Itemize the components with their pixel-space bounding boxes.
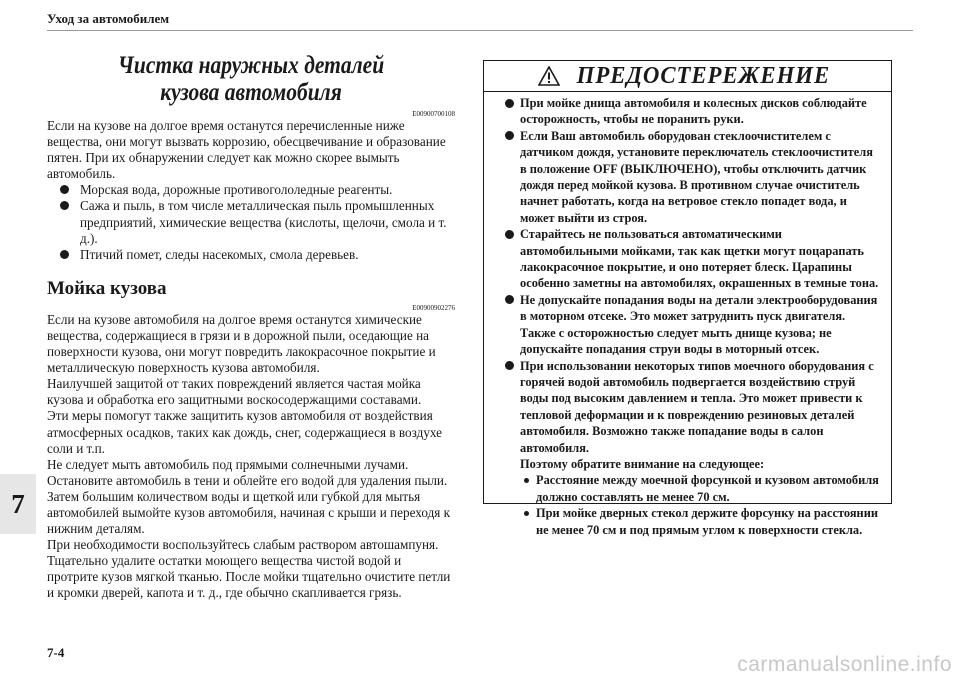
warning-item [498, 292, 879, 325]
warning-item-continuation: Поэтому обратите внимание на следующее: [520, 456, 765, 471]
section-title-cleaning [76, 52, 427, 106]
chapter-tab [0, 474, 36, 534]
small-bullet-icon [524, 478, 529, 483]
intro-paragraph: Если на кузове на долгое время останутся перечисленные ниже вещества, они могут вызвать коррозию, обесцвечивание и образование пятен. При их обнаружении следует как можно скорее вымыть автомобиль. [47, 118, 446, 182]
chapter-number: 7 [11, 488, 25, 519]
list-item [47, 247, 455, 263]
list-item-text: Морская вода, дорожные противогололедные реагенты. [80, 182, 393, 198]
warning-item-text: При мойке днища автомобиля и колесных дисков соблюдайте осторожность, чтобы не поранить руки. [520, 96, 867, 127]
warning-subitem [498, 472, 879, 505]
header-divider [47, 30, 913, 31]
watermark: carmanualsonline.info [737, 653, 952, 676]
running-header-title: Уход за автомобилем [47, 11, 170, 26]
warning-item-text: Не допускайте попадания воды на детали электрооборудования в моторном отсеке. Это может затруднить пуск двигателя. [520, 292, 878, 324]
warning-triangle-icon [538, 66, 560, 86]
section-title-line1: Чистка наружных деталей [117, 52, 385, 79]
wash-paragraph: Эти меры помогут также защитить кузов автомобиля от воздействия атмосферных осадков, таких как дождь, снег, содержащиеся в воздухе соли и т.п. [47, 408, 443, 456]
bullet-icon [505, 230, 514, 239]
subsection-title-washing: Мойка кузова [47, 277, 167, 299]
wash-paragraph: При необходимости воспользуйтесь слабым раствором автошампуня. Тщательно удалите остатки моющего вещества чистой водой и протрите кузов мягкой тканью. После мойки тщательно очистите петли и кромки дверей, капота и т. д., где обычно скапливается грязь. [47, 537, 451, 601]
warning-item [498, 95, 879, 128]
bullet-icon [60, 185, 69, 194]
warning-item-text: При использовании некоторых типов моечного оборудования с горячей водой автомобиль подвергается воздействию струй воды под высоким давлением и тепла. Это может привести к тепловой деформации и к повреждению резиновых деталей автомобиля. Возможно также попадание воды в салон автомобиля. [520, 358, 874, 455]
wash-paragraph: Если на кузове автомобиля на долгое время останутся химические вещества, содержащиеся в грязи и в дорожной пыли, оседающие на поверхности кузова, они могут повредить лакокрасочное покрытие и металлическую поверхность кузова автомобиля. [47, 311, 436, 376]
warning-header [484, 61, 891, 92]
warning-item-continuation: Также с осторожностью следует мыть днище кузова; не допускайте попадания струи воды в моторный отсек. [520, 325, 832, 357]
list-item [47, 182, 455, 198]
bullet-icon [505, 99, 514, 108]
bullet-icon [505, 361, 514, 370]
section-title-line2: кузова автомобиля [160, 79, 342, 106]
list-item-text: Птичий помет, следы насекомых, смола деревьев. [80, 246, 359, 262]
subsection-code: E00900902276 [412, 303, 455, 312]
warning-item-text: Если Ваш автомобиль оборудован стеклоочистителем с датчиком дождя, установите переключатель стеклоочистителя в положение OFF (ВЫКЛЮЧЕНО), чтобы отключить датчик дождя перед мойкой кузова. В противном случае очиститель начнет работать, когда на ветровое стекло попадет вода, и может выйти из строя. [520, 128, 873, 225]
warning-item-text: Старайтесь не пользоваться автоматическими автомобильными мойками, так как щетки могут поцарапать лакокрасочное покрытие, и оно потеряет блеск. Царапины особенно заметны на автомобилях, окрашенных в темные тона. [520, 227, 879, 291]
wash-paragraph: Наилучшей защитой от таких повреждений является частая мойка кузова и обработка его защитными воскосодержащими составами. [47, 376, 422, 408]
left-column [47, 52, 455, 602]
list-item-text: Сажа и пыль, в том числе металлическая пыль промышленных предприятий, химические вещества (кислоты, щелочи, смола и т. д.). [80, 198, 447, 246]
warning-box [483, 60, 892, 537]
warning-subitem-text: Расстояние между моечной форсункой и кузовом автомобиля должно составлять не менее 70 см. [536, 473, 879, 504]
warning-subitem-text: При мойке дверных стекол держите форсунку на расстоянии не менее 70 см и под прямым углом к поверхности стекла. [536, 506, 878, 537]
small-bullet-icon [524, 511, 529, 516]
bullet-icon [505, 295, 514, 304]
warning-subitem [498, 505, 879, 538]
warning-title: ПРЕДОСТЕРЕЖЕНИЕ [576, 62, 831, 89]
warning-item [498, 358, 879, 456]
warning-item [498, 226, 879, 292]
warning-item [498, 128, 879, 226]
list-item [47, 198, 455, 246]
section-code: E00900700108 [412, 110, 455, 118]
bullet-icon [60, 250, 69, 259]
page-number: 7-4 [47, 645, 65, 660]
bullet-icon [60, 201, 69, 210]
wash-paragraph: Не следует мыть автомобиль под прямыми солнечными лучами. Остановите автомобиль в тени и облейте его водой для удаления пыли. Затем большим количеством воды и щеткой или губкой для мытья автомобилей вымойте кузов автомобиля, начиная с крыши и переходя к нижним деталям. [47, 456, 451, 537]
bullet-icon [505, 131, 514, 140]
